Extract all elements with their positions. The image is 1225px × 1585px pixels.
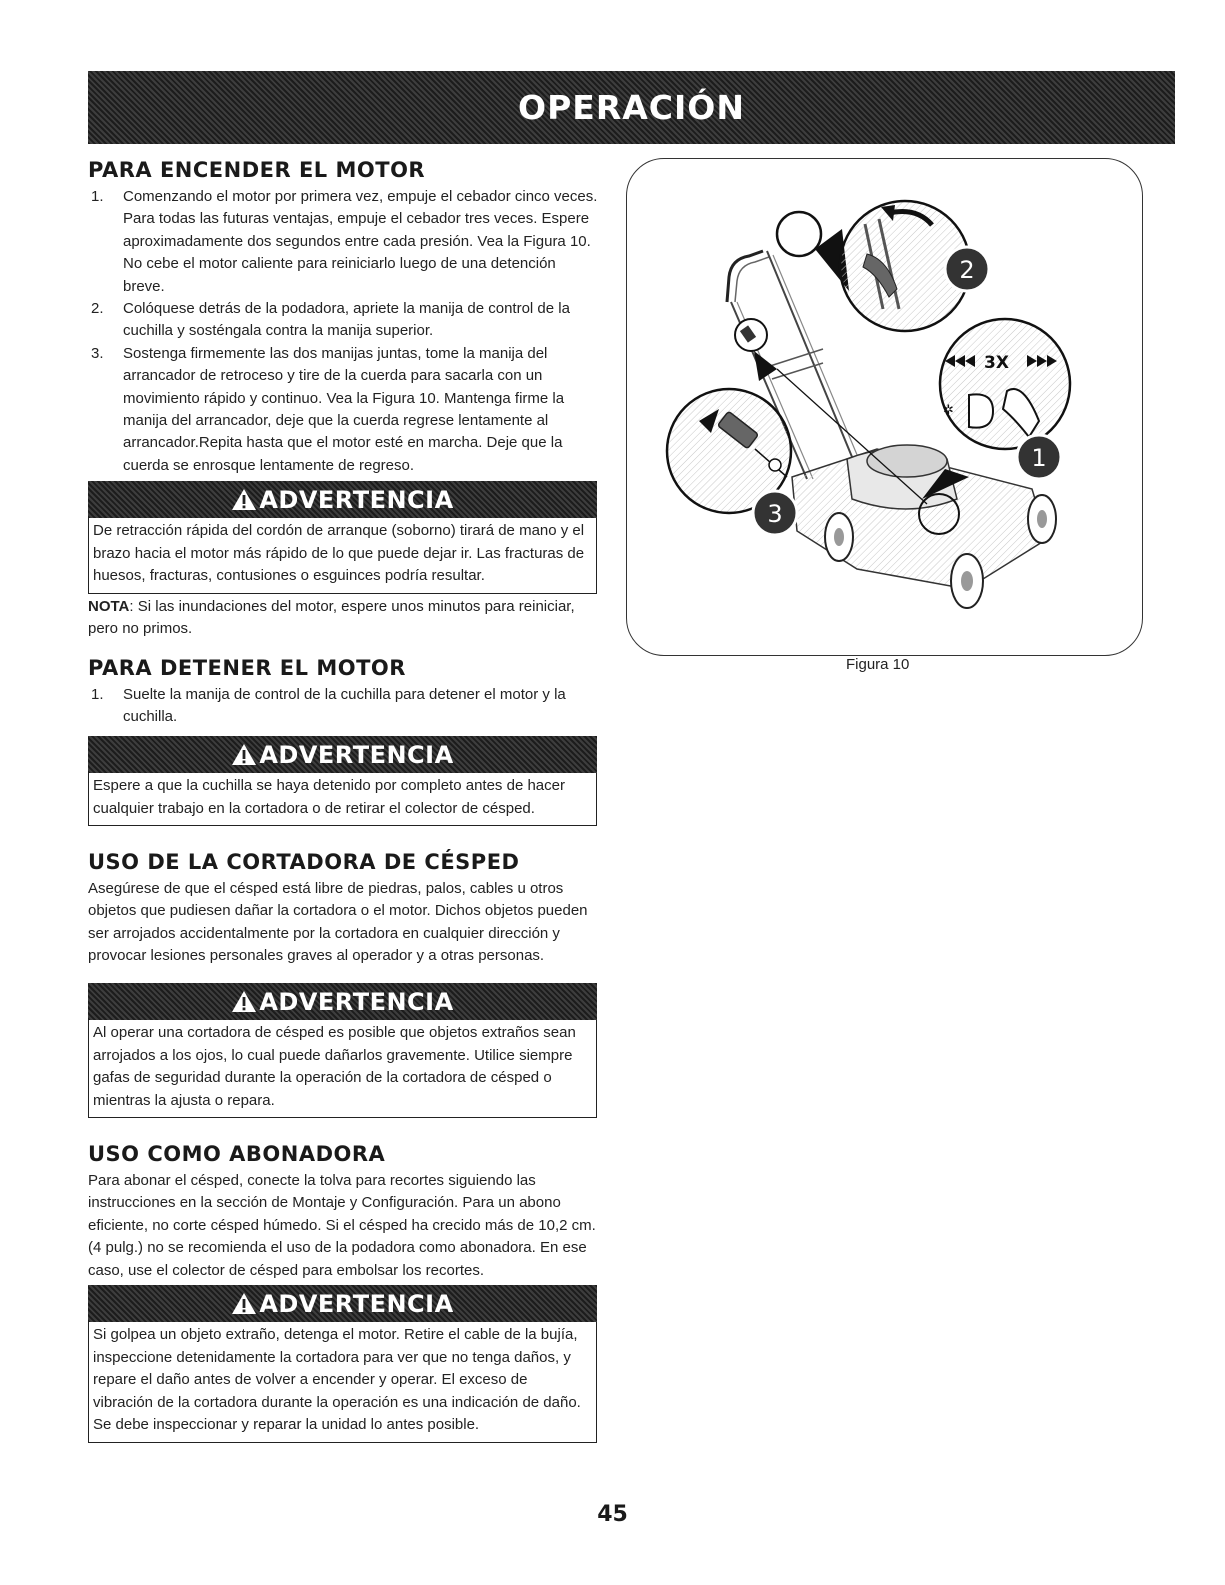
stop-engine-steps [88,684,598,729]
start-engine-heading: PARA ENCENDER EL MOTOR [88,158,426,182]
warning-triangle-icon [231,1292,257,1315]
warning-text: Espere a que la cuchilla se haya detenido por completo antes de hacer cualquier trabajo en la cortadora o de retirar el colector de césped. [88,773,597,826]
warning-text: De retracción rápida del cordón de arranque (soborno) tirará de mano y el brazo hacia el motor más rápido de lo que puede dejar ir. Las fracturas de huesos, fracturas, contusiones o esguinces podría resultar. [88,518,597,594]
note [88,596,598,641]
warning-text: Si golpea un objeto extraño, detenga el motor. Retire el cable de la bujía, inspeccione detenidamente la cortadora para ver que no tenga daños, y repare el daño antes de volver a encender y operar. El exceso de vibración de la cortadora durante la operación es una indicación de daño. Se debe inspeccionar y reparar la unidad lo antes posible. [88,1322,597,1443]
start-engine-steps [88,186,598,477]
warning-box [88,983,597,1118]
warning-box [88,736,597,826]
figure-10 [626,158,1143,656]
list-item: 2. Colóquese detrás de la podadora, apriete la manija de control de la cuchilla y sosténgala contra la manija superior. [91,300,570,340]
callout-2-badge [945,247,989,291]
mulcher-use-section [88,1142,598,1282]
warning-triangle-icon [231,488,257,511]
list-item: 1. Comenzando el motor por primera vez, empuje el cebador cinco veces. Para todas las futuras ventajas, empuje el cebador tres veces. Espere aproximadamente dos segundos entre cada presión. Vea la Figura 10. No cebe el motor caliente para reiniciarlo luego de una detención breve. [91,188,598,295]
start-engine-section [88,158,598,477]
mower-use-heading: USO DE LA CORTADORA DE CÉSPED [88,850,520,874]
primer-icon: ✲ [943,403,954,418]
warning-title: ADVERTENCIA [259,987,454,1016]
svg-text:1: 1 [1031,444,1047,472]
list-item: 1. Suelte la manija de control de la cuchilla para detener el motor y la cuchilla. [91,686,566,726]
callout-3-badge [753,491,797,535]
warning-header [88,1285,597,1322]
mower-illustration [627,159,1142,655]
svg-text:2: 2 [959,256,975,284]
warning-header [88,983,597,1020]
mower-use-section [88,850,598,968]
warning-box [88,481,597,594]
callout-1-badge [1017,435,1061,479]
warning-triangle-icon [231,743,257,766]
warning-header [88,481,597,518]
warning-triangle-icon [231,990,257,1013]
warning-text: Al operar una cortadora de césped es posible que objetos extraños sean arrojados a los ojos, lo cual puede dañarlos gravemente. Utilice siempre gafas de seguridad durante la operación de la cortadora de césped o mientras la ajusta o repara. [88,1020,597,1118]
mower-use-text: Asegúrese de que el césped está libre de piedras, palos, cables u otros objetos que pudiesen dañar la cortadora o el motor. Dichos objetos pueden ser arrojados accidentalmente por la cortadora en cualquier dirección y provocar lesiones personales graves al operador y a otras personas. [88,880,588,965]
warning-title: ADVERTENCIA [259,485,454,514]
note-text: : Si las inundaciones del motor, espere unos minutos para reiniciar, pero no primos. [88,598,575,638]
mulcher-use-text: Para abonar el césped, conecte la tolva para recortes siguiendo las instrucciones en la sección de Montaje y Configuración. Para un abono eficiente, no corte césped húmedo. Si el césped ha crecido más de 10,2 cm. (4 pulg.) no se recomienda el uso de la podadora como abonadora. En ese caso, use el colector de césped para embolsar los recortes. [88,1172,596,1279]
warning-box [88,1285,597,1443]
note-label: NOTA [88,598,130,615]
stop-engine-heading: PARA DETENER EL MOTOR [88,656,406,680]
figure-caption: Figura 10 [846,656,910,673]
stop-engine-section [88,656,598,729]
warning-header [88,736,597,773]
svg-text:3X: 3X [984,353,1009,373]
page-title: OPERACIÓN [518,88,745,127]
svg-text:3: 3 [767,500,783,528]
list-item: 3. Sostenga firmemente las dos manijas juntas, tome la manija del arrancador de retroceso y tire de la cuerda para sacarla con un movimiento rápido y continuo. Vea la Figura 10. Mantenga firme la manija del arrancador, deje que la cuerda regrese lentamente al arrancador.Repita hasta que el motor esté en marcha. Deje que la cuerda se enrosque lentamente de regreso. [91,344,565,474]
warning-title: ADVERTENCIA [259,1289,454,1318]
section-banner [88,71,1175,144]
page-number: 45 [597,1502,628,1527]
mulcher-use-heading: USO COMO ABONADORA [88,1142,386,1166]
warning-title: ADVERTENCIA [259,740,454,769]
